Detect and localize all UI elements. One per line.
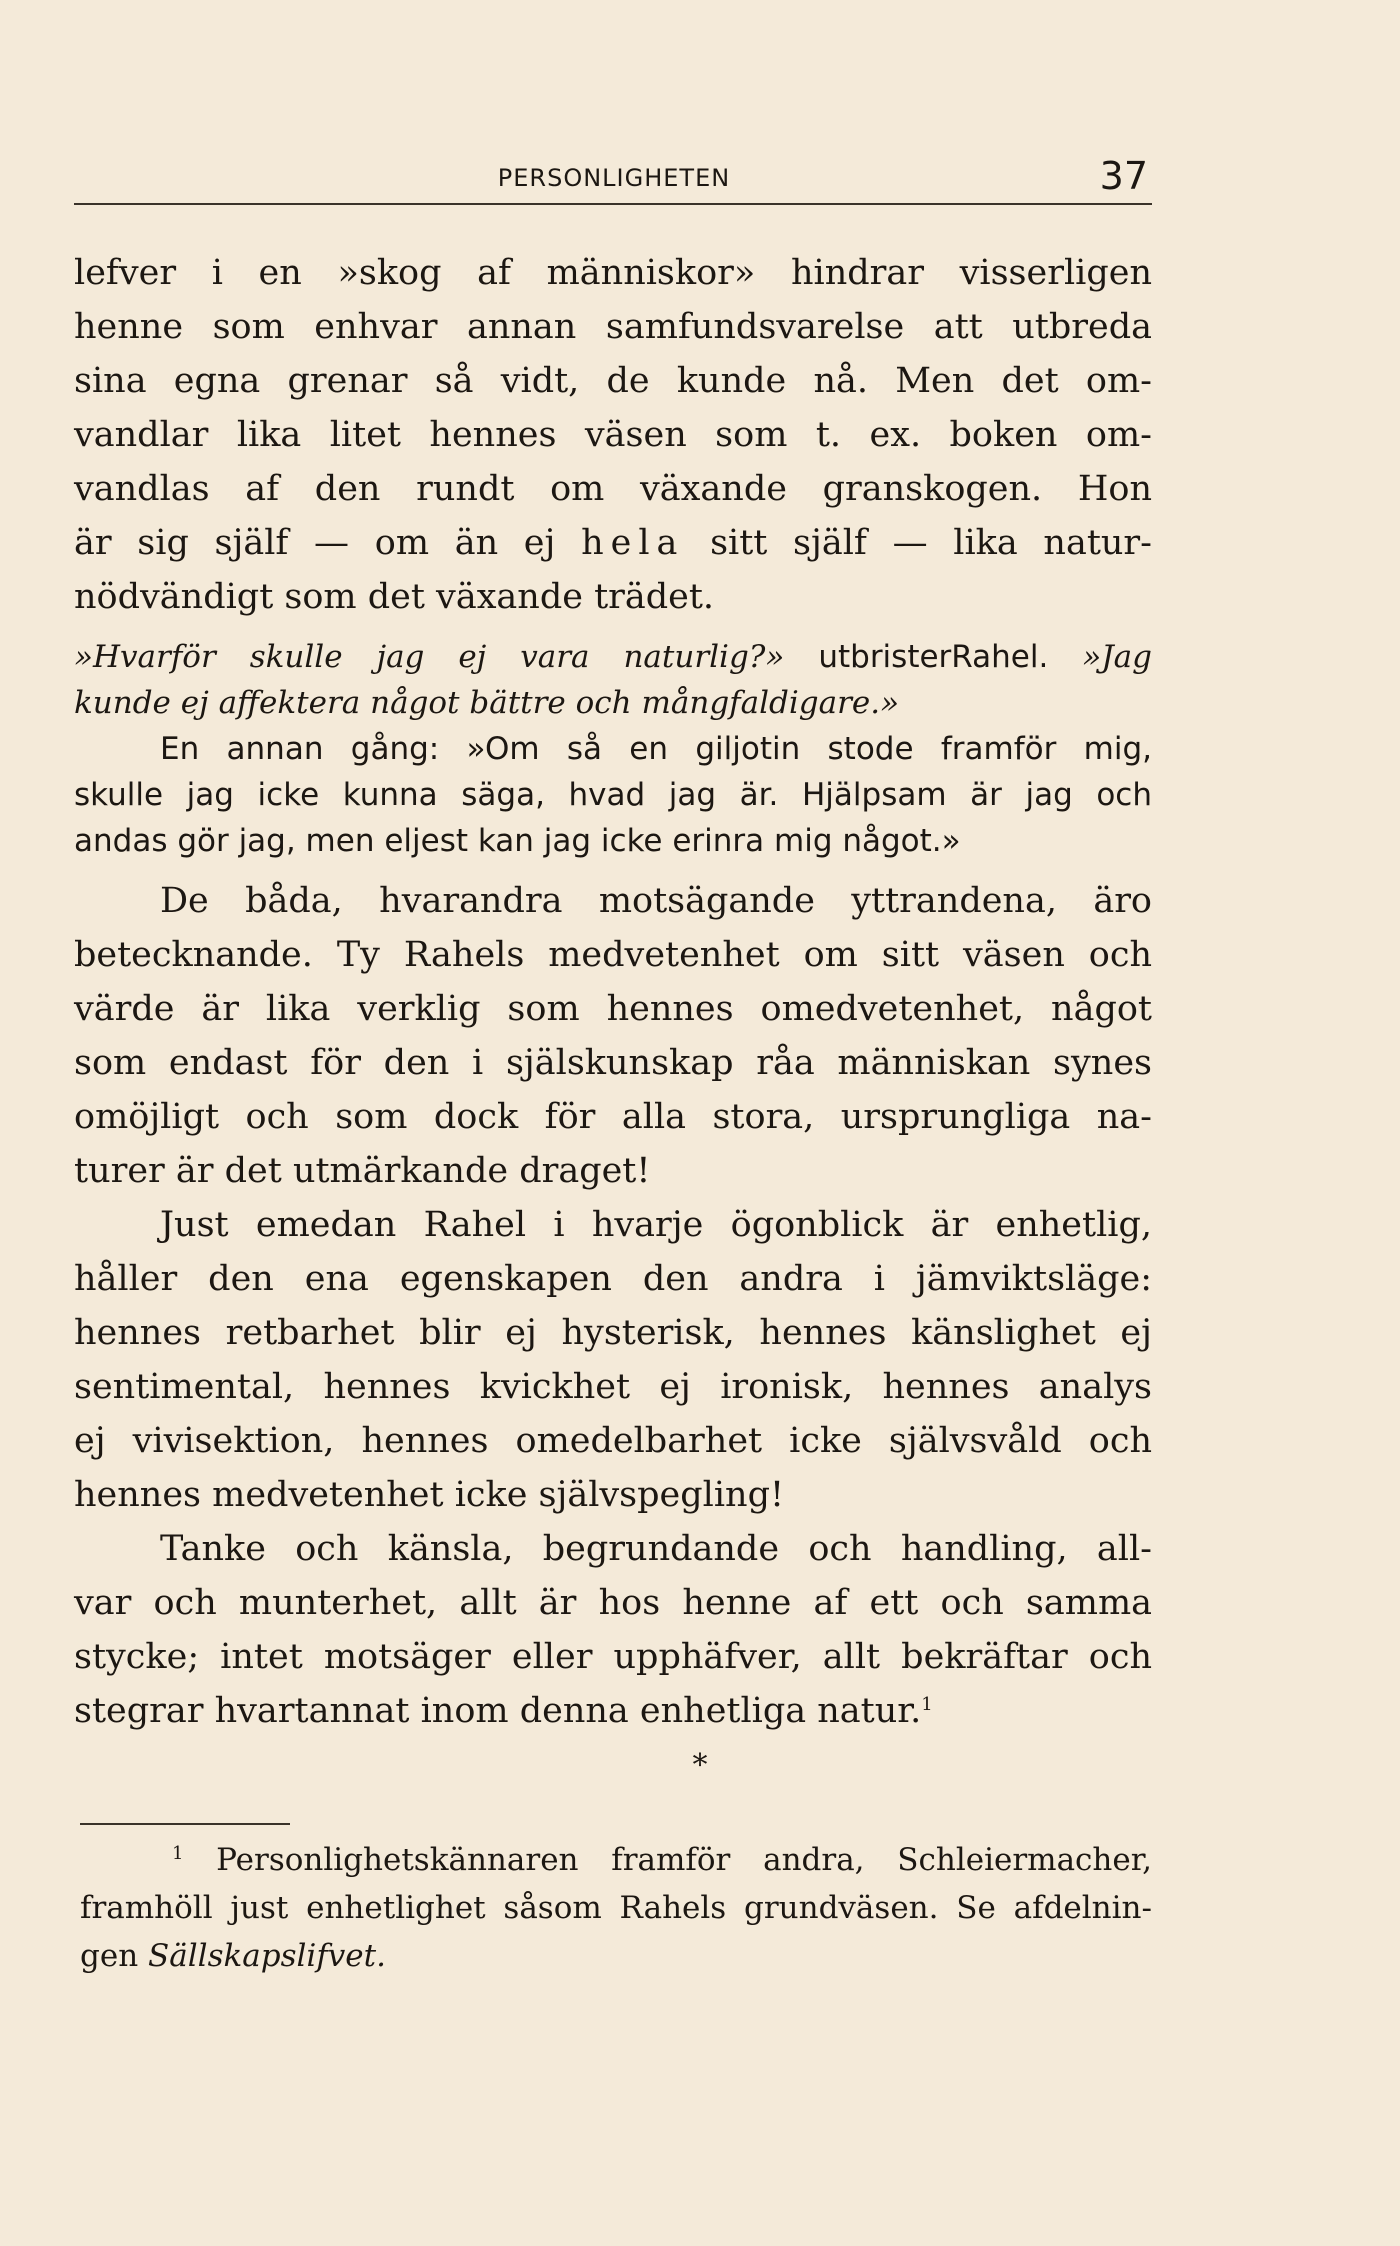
text-line: nödvändigt som det växande trädet.: [74, 577, 715, 617]
footnote-marker: 1: [172, 1843, 184, 1864]
text-fragment: Personlighetskännaren framför andra, Schleiermacher,: [183, 1842, 1152, 1878]
text-fragment: gen: [80, 1938, 149, 1974]
text-line: betecknande. Ty Rahels medvetenhet om sitt väsen och: [74, 935, 1152, 975]
text-line: sentimental, hennes kvickhet ej ironisk, hennes analys: [74, 1367, 1152, 1407]
text-line: henne som enhvar annan samfundsvarelse att utbreda: [74, 307, 1152, 347]
running-title: PERSONLIGHETEN: [497, 164, 731, 192]
text-line: lefver i en »skog af människor» hindrar visserligen: [74, 253, 1152, 293]
text-line: håller den ena egenskapen den andra i jämviktsläge:: [74, 1259, 1152, 1299]
text-line: Tanke och känsla, begrundande och handling, all-: [160, 1529, 1152, 1569]
text-line: värde är lika verklig som hennes omedvetenhet, något: [74, 989, 1152, 1029]
quote-line: andas gör jag, men eljest kan jag icke erinra mig något.»: [74, 823, 961, 859]
quote-italic: »Hvarför skulle jag ej vara naturlig?»: [74, 639, 785, 675]
quote-italic: kunde ej affektera något bättre och mångfaldigare.»: [74, 685, 900, 721]
text-line: var och munterhet, allt är hos henne af ett och samma: [74, 1583, 1152, 1623]
text-fragment: sitt själf — lika natur-: [684, 523, 1152, 563]
text-line: hennes retbarhet blir ej hysterisk, hennes känslighet ej: [74, 1313, 1152, 1353]
text-line: hennes medvetenhet icke självspegling!: [74, 1475, 785, 1515]
footnote-line: [80, 1932, 1152, 1980]
quote-attribution: utbristerRahel.: [784, 639, 1083, 675]
quote-line: [74, 680, 1152, 726]
text-line: turer är det utmärkande draget!: [74, 1151, 651, 1191]
quote-line: [74, 634, 1152, 680]
text-line: som endast för den i själskunskap råa människan synes: [74, 1043, 1152, 1083]
footnote-italic: Sällskapslifvet.: [148, 1938, 386, 1974]
spaced-emphasis: hela: [581, 523, 685, 563]
text-fragment: stegrar hvartannat inom denna enhetliga natur.: [74, 1691, 922, 1731]
footnote-line: [80, 1836, 1152, 1884]
quote-line: En annan gång: »Om så en giljotin stode framför mig,: [160, 731, 1152, 767]
footnote-rule: [80, 1823, 290, 1825]
text-fragment: är sig själf — om än ej: [74, 523, 582, 563]
footnote: [80, 1836, 1152, 1980]
text-line: vandlas af den rundt om växande granskogen. Hon: [74, 469, 1152, 509]
text-line: [74, 516, 1152, 570]
footnote-reference: 1: [921, 1694, 933, 1715]
running-header: [74, 150, 1154, 198]
section-separator: *: [692, 1748, 708, 1783]
text-line: sina egna grenar så vidt, de kunde nå. Men det om-: [74, 361, 1152, 401]
page-number: 37: [1099, 154, 1148, 198]
text-line: omöjligt och som dock för alla stora, ursprungliga na-: [74, 1097, 1152, 1137]
footnote-line: framhöll just enhetlighet såsom Rahels grundväsen. Se afdelnin-: [80, 1890, 1152, 1926]
text-line: vandlar lika litet hennes väsen som t. ex. boken om-: [74, 415, 1152, 455]
quote-italic: »Jag: [1082, 639, 1153, 675]
text-line: ej vivisektion, hennes omedelbarhet icke självsvåld och: [74, 1421, 1152, 1461]
text-line: Just emedan Rahel i hvarje ögonblick är enhetlig,: [160, 1205, 1152, 1245]
header-rule: [74, 203, 1152, 205]
body-text: [74, 246, 1152, 1738]
text-line: [74, 1684, 1152, 1738]
quote-line: skulle jag icke kunna säga, hvad jag är. Hjälpsam är jag och: [74, 777, 1152, 813]
text-line: De båda, hvarandra motsägande yttrandena, äro: [160, 881, 1152, 921]
text-line: stycke; intet motsäger eller upphäfver, allt bekräftar och: [74, 1637, 1152, 1677]
